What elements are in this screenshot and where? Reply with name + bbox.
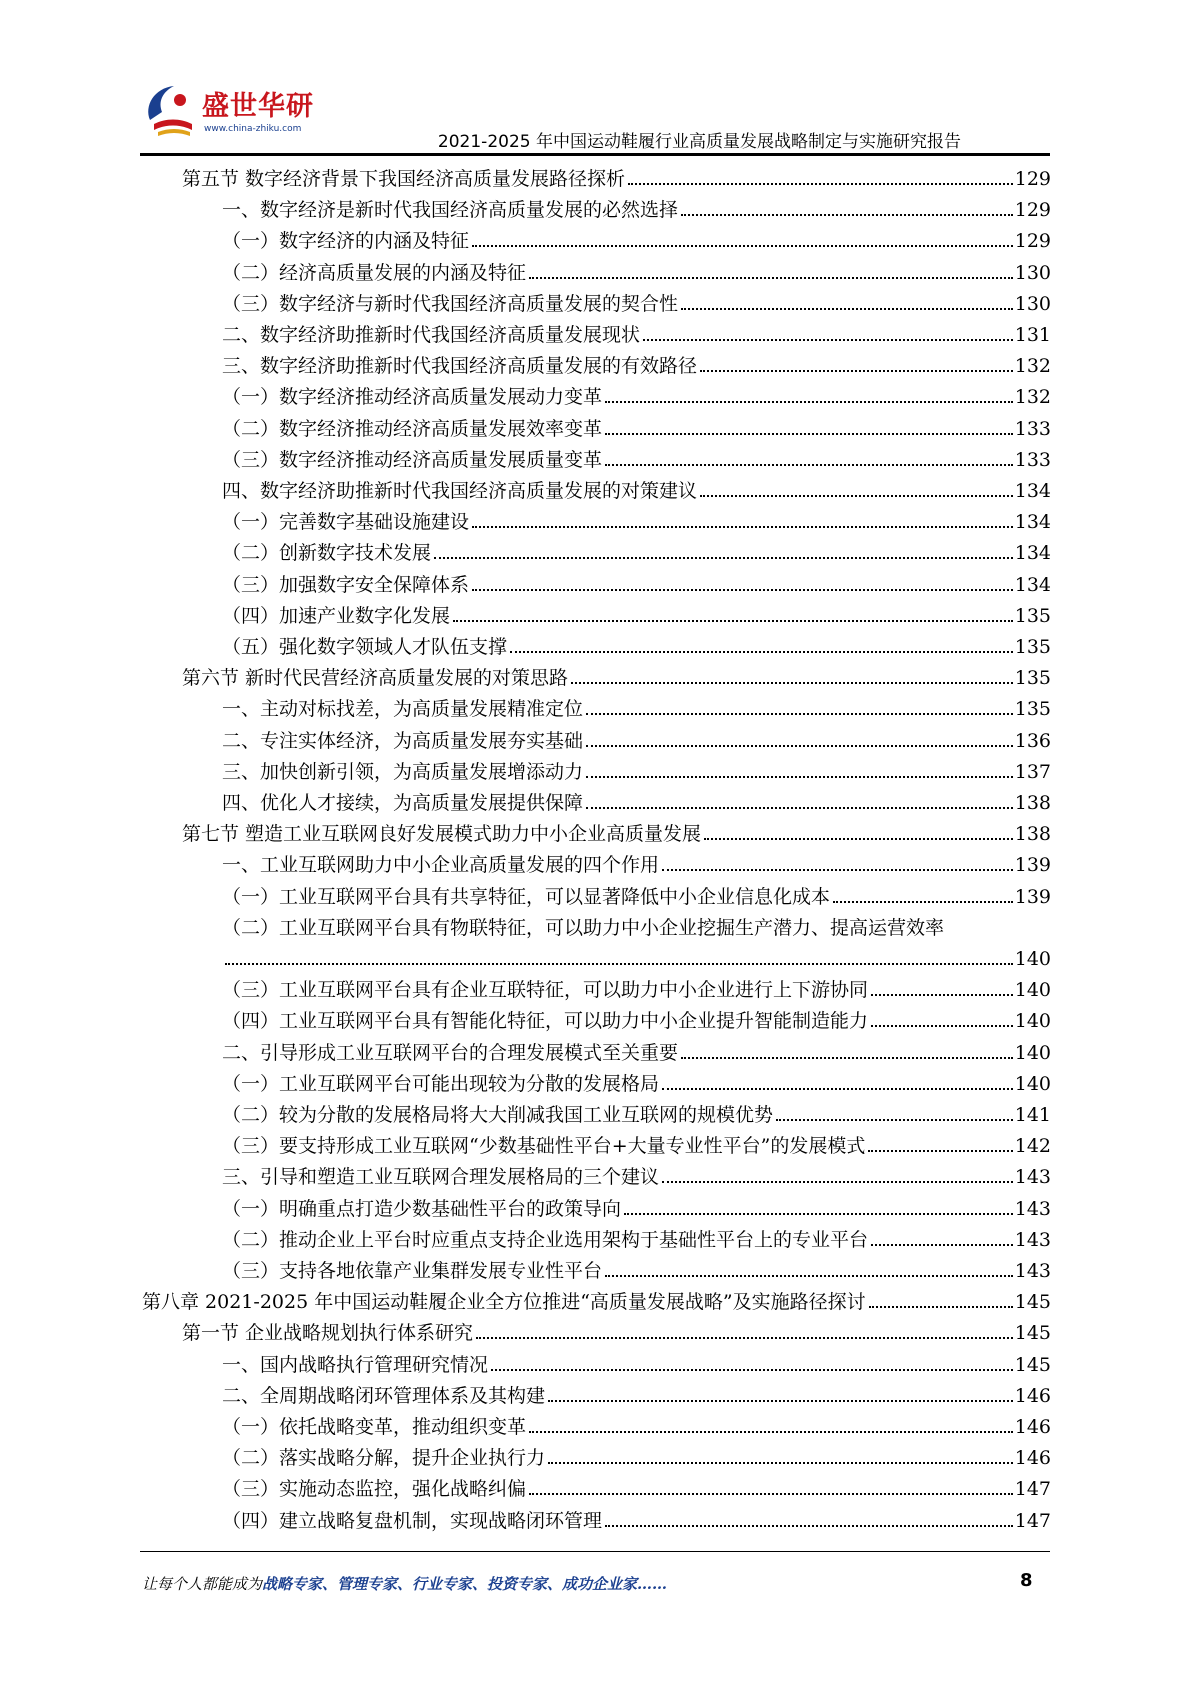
footer-slogan-prefix: 让每个人都能成为 [142,1575,263,1593]
toc-leader-dots [643,339,1013,341]
company-logo [140,78,320,150]
toc-leader-dots [700,370,1013,372]
toc-entry[interactable] [222,191,1051,222]
toc-leader-dots [548,1462,1013,1464]
toc-leader-dots [605,433,1013,435]
toc-entry-page: 138 [1014,792,1051,814]
toc-entry-page: 143 [1014,1166,1051,1189]
toc-entry-page: 129 [1014,199,1051,222]
toc-entry-page: 146 [1014,1416,1051,1438]
toc-leader-dots [869,1306,1013,1308]
toc-leader-dots [776,1119,1013,1121]
toc-entry-title: 二、引导形成工业互联网平台的合理发展模式至关重要 [222,1041,679,1064]
toc-leader-dots [476,1337,1013,1339]
toc-entry-title: （四）建立战略复盘机制，实现战略闭环管理 [222,1509,603,1532]
toc-entry-title: （四）加速产业数字化发展 [222,604,451,627]
toc-entry-title: （四）工业互联网平台具有智能化特征，可以助力中小企业提升智能制造能力 [222,1010,869,1033]
toc-entry-page: 138 [1014,823,1051,846]
toc-entry[interactable] [222,410,1051,441]
toc-entry-title: 一、主动对标找差，为高质量发展精准定位 [222,698,584,721]
toc-entry[interactable] [222,753,1051,784]
toc-leader-dots [586,776,1013,778]
toc-entry-title: （一）工业互联网平台可能出现较为分散的发展格局 [222,1072,660,1095]
toc-entry-page: 146 [1014,1384,1051,1407]
toc-entry[interactable] [222,1470,1051,1501]
toc-leader-dots [662,1088,1013,1090]
toc-entry-page: 136 [1014,729,1051,752]
toc-entry-page: 145 [1014,1322,1051,1345]
toc-leader-dots [529,277,1013,279]
footer-slogan [142,1573,667,1594]
toc-entry-page: 130 [1014,261,1051,284]
toc-entry-page: 130 [1014,292,1051,315]
toc-entry-title: （二）工业互联网平台具有物联特征，可以助力中小企业挖掘生产潜力、提高运营效率 [222,916,945,939]
toc-entry-title: （一）依托战略变革，推动组织变革 [222,1416,527,1438]
toc-entry[interactable] [222,909,1051,940]
toc-entry[interactable] [222,1252,1051,1283]
header-divider [140,153,1050,156]
toc-entry-title: 第八章 2021-2025 年中国运动鞋履企业全方位推进“高质量发展战略”及实施路径探讨 [142,1291,866,1314]
toc-entry-title: 二、全周期战略闭环管理体系及其构建 [222,1384,546,1407]
toc-entry-title: 一、国内战略执行管理研究情况 [222,1353,489,1376]
toc-leader-dots [605,401,1013,403]
toc-entry-page: 131 [1014,324,1051,346]
toc-entry-title: （二）创新数字技术发展 [222,542,432,565]
toc-leader-dots [225,963,1013,965]
toc-entry-title: 三、加快创新引领，为高质量发展增添动力 [222,760,584,783]
toc-entry-page: 140 [1014,1072,1051,1095]
toc-entry[interactable] [142,1283,1051,1314]
toc-entry-page: 132 [1014,386,1051,409]
toc-entry-page: 140 [1014,948,1051,970]
toc-entry-title: （二）经济高质量发展的内涵及特征 [222,261,527,284]
toc-entry-title: （二）数字经济推动经济高质量发展效率变革 [222,417,603,440]
toc-entry-page: 133 [1014,448,1051,471]
toc-leader-dots [605,464,1013,466]
toc-leader-dots [662,1181,1013,1183]
toc-entry-title: （三）要支持形成工业互联网“少数基础性平台+大量专业性平台”的发展模式 [222,1135,866,1158]
toc-entry-page: 145 [1014,1291,1051,1314]
toc-entry-title: 二、数字经济助推新时代我国经济高质量发展现状 [222,324,641,346]
page-number: 8 [1020,1570,1033,1591]
toc-entry[interactable] [222,1190,1051,1221]
toc-entry[interactable] [222,222,1051,253]
toc-entry-title: （三）工业互联网平台具有企业互联特征，可以助力中小企业进行上下游协同 [222,979,869,1002]
toc-entry[interactable] [222,316,1051,347]
toc-entry[interactable] [222,254,1051,285]
toc-entry-title: （三）支持各地依靠产业集群发展专业性平台 [222,1260,603,1282]
toc-leader-dots [681,308,1013,310]
toc-entry-page: 135 [1014,698,1051,721]
toc-entry[interactable] [222,534,1051,565]
toc-entry-page: 129 [1014,168,1051,190]
toc-leader-dots [833,901,1013,903]
toc-entry[interactable] [182,1314,1051,1345]
toc-entry[interactable] [222,971,1051,1002]
toc-entry[interactable] [222,503,1051,534]
toc-entry[interactable] [222,441,1051,472]
toc-leader-dots [662,869,1013,871]
page-header [0,0,1191,160]
toc-entry[interactable] [222,285,1051,316]
toc-entry-page: 137 [1014,760,1051,783]
toc-leader-dots [681,1057,1013,1059]
toc-entry-title: （一）数字经济推动经济高质量发展动力变革 [222,386,603,409]
footer-slogan-highlight: 战略专家、管理专家、行业专家、投资专家、成功企业家…… [262,1575,668,1593]
toc-entry[interactable] [222,347,1051,378]
toc-entry-page: 140 [1014,1041,1051,1064]
toc-entry-page: 135 [1014,667,1051,690]
toc-entry-page: 147 [1014,1478,1051,1501]
toc-entry-page: 143 [1014,1260,1051,1282]
toc-entry[interactable] [222,566,1051,597]
toc-entry-page: 141 [1014,1104,1051,1126]
toc-leader-dots [472,589,1013,591]
toc-entry-title: 一、数字经济是新时代我国经济高质量发展的必然选择 [222,199,679,222]
toc-entry-title: 第七节 塑造工业互联网良好发展模式助力中小企业高质量发展 [182,823,702,846]
toc-entry[interactable] [222,1439,1051,1470]
toc-leader-dots [605,1525,1013,1527]
toc-leader-dots [871,1244,1013,1246]
toc-entry-page: 135 [1014,604,1051,627]
toc-entry[interactable] [222,1221,1051,1252]
toc-entry-title: （一）明确重点打造少数基础性平台的政策导向 [222,1197,622,1220]
toc-entry-title: （一）完善数字基础设施建设 [222,511,470,534]
toc-entry-title: （二）较为分散的发展格局将大大削减我国工业互联网的规模优势 [222,1104,774,1126]
toc-entry[interactable] [222,690,1051,721]
toc-entry-page: 140 [1014,979,1051,1002]
toc-entry-title: 第五节 数字经济背景下我国经济高质量发展路径探析 [182,168,626,190]
toc-entry[interactable] [222,878,1051,909]
toc-entry-page: 145 [1014,1353,1051,1376]
toc-entry[interactable] [222,472,1051,503]
toc-leader-dots [868,1150,1012,1152]
toc-entry-title: 第一节 企业战略规划执行体系研究 [182,1322,474,1345]
toc-entry-page: 142 [1014,1135,1051,1158]
toc-entry[interactable] [222,1346,1051,1377]
toc-entry-page: 143 [1014,1228,1051,1251]
toc-entry[interactable] [222,1096,1051,1127]
toc-entry[interactable] [222,1034,1051,1065]
toc-entry-title: 三、数字经济助推新时代我国经济高质量发展的有效路径 [222,355,698,378]
toc-entry[interactable] [182,815,1051,846]
toc-entry-title: （五）强化数字领域人才队伍支撑 [222,636,508,658]
toc-leader-dots [510,651,1013,653]
toc-entry-page: 132 [1014,355,1051,378]
toc-leader-dots [586,713,1013,715]
logo-text: 盛世华研 [202,91,314,122]
toc-entry-page: 134 [1014,542,1051,565]
toc-entry[interactable] [222,1002,1051,1033]
toc-leader-dots [681,214,1013,216]
toc-leader-dots [571,682,1013,684]
toc-entry[interactable] [222,597,1051,628]
toc-leader-dots [605,1275,1013,1277]
toc-entry[interactable] [222,1408,1051,1439]
toc-entry-title: （一）工业互联网平台具有共享特征，可以显著降低中小企业信息化成本 [222,885,831,908]
toc-entry[interactable] [222,722,1051,753]
toc-entry[interactable] [222,378,1051,409]
toc-entry-page: 139 [1014,885,1051,908]
toc-entry-title: （三）加强数字安全保障体系 [222,573,470,596]
toc-entry[interactable] [222,1127,1051,1158]
logo-url: www.china-zhiku.com [204,124,302,134]
toc-entry-page: 134 [1014,480,1051,502]
footer-divider [140,1551,1050,1552]
toc-leader-dots [628,183,1013,185]
toc-leader-dots [871,1025,1013,1027]
logo-emblem-icon [140,78,204,142]
toc-entry[interactable] [222,846,1051,877]
toc-leader-dots [700,495,1013,497]
toc-leader-dots [586,745,1013,747]
toc-leader-dots [871,994,1013,996]
toc-entry-page: 134 [1014,511,1051,534]
toc-entry-page: 146 [1014,1447,1051,1470]
toc-entry-title: （三）实施动态监控，强化战略纠偏 [222,1478,527,1501]
toc-entry[interactable] [182,160,1051,191]
toc-entry[interactable] [222,1377,1051,1408]
toc-leader-dots [472,526,1013,528]
toc-leader-dots [491,1369,1013,1371]
toc-entry[interactable] [222,1502,1051,1533]
toc-entry-title: （一）数字经济的内涵及特征 [222,230,470,253]
toc-leader-dots [529,1431,1013,1433]
toc-leader-dots [624,1213,1013,1215]
toc-entry-title: 四、数字经济助推新时代我国经济高质量发展的对策建议 [222,480,698,502]
toc-leader-dots [434,557,1013,559]
toc-entry-page: 135 [1014,636,1051,658]
toc-entry-page: 134 [1014,573,1051,596]
toc-leader-dots [472,245,1013,247]
toc-entry-continuation[interactable] [222,940,1051,971]
toc-entry[interactable] [222,1158,1051,1189]
toc-entry-title: 四、优化人才接续，为高质量发展提供保障 [222,792,584,814]
toc-entry-page: 133 [1014,417,1051,440]
toc-entry-title: 二、专注实体经济，为高质量发展夯实基础 [222,729,584,752]
toc-entry[interactable] [222,784,1051,815]
toc-entry-title: 第六节 新时代民营经济高质量发展的对策思路 [182,667,569,690]
toc-entry-page: 143 [1014,1197,1051,1220]
toc-entry[interactable] [222,628,1051,659]
toc-entry-title: 一、工业互联网助力中小企业高质量发展的四个作用 [222,854,660,877]
toc-leader-dots [453,620,1013,622]
toc-leader-dots [529,1493,1013,1495]
toc-entry-title: 三、引导和塑造工业互联网合理发展格局的三个建议 [222,1166,660,1189]
toc-entry-page: 139 [1014,854,1051,877]
toc-leader-dots [704,838,1013,840]
report-title: 2021-2025 年中国运动鞋履行业高质量发展战略制定与实施研究报告 [437,132,961,152]
toc-entry-title: （三）数字经济推动经济高质量发展质量变革 [222,448,603,471]
toc-leader-dots [586,807,1013,809]
toc-entry-page: 140 [1014,1010,1051,1033]
toc-entry-page: 147 [1014,1509,1051,1532]
toc-entry-page: 129 [1014,230,1051,253]
toc-entry[interactable] [182,659,1051,690]
toc-entry[interactable] [222,1065,1051,1096]
toc-leader-dots [548,1400,1013,1402]
toc-entry-title: （三）数字经济与新时代我国经济高质量发展的契合性 [222,292,679,315]
toc-entry-title: （二）推动企业上平台时应重点支持企业选用架构于基础性平台上的专业平台 [222,1228,869,1251]
toc-entry-title: （二）落实战略分解，提升企业执行力 [222,1447,546,1470]
